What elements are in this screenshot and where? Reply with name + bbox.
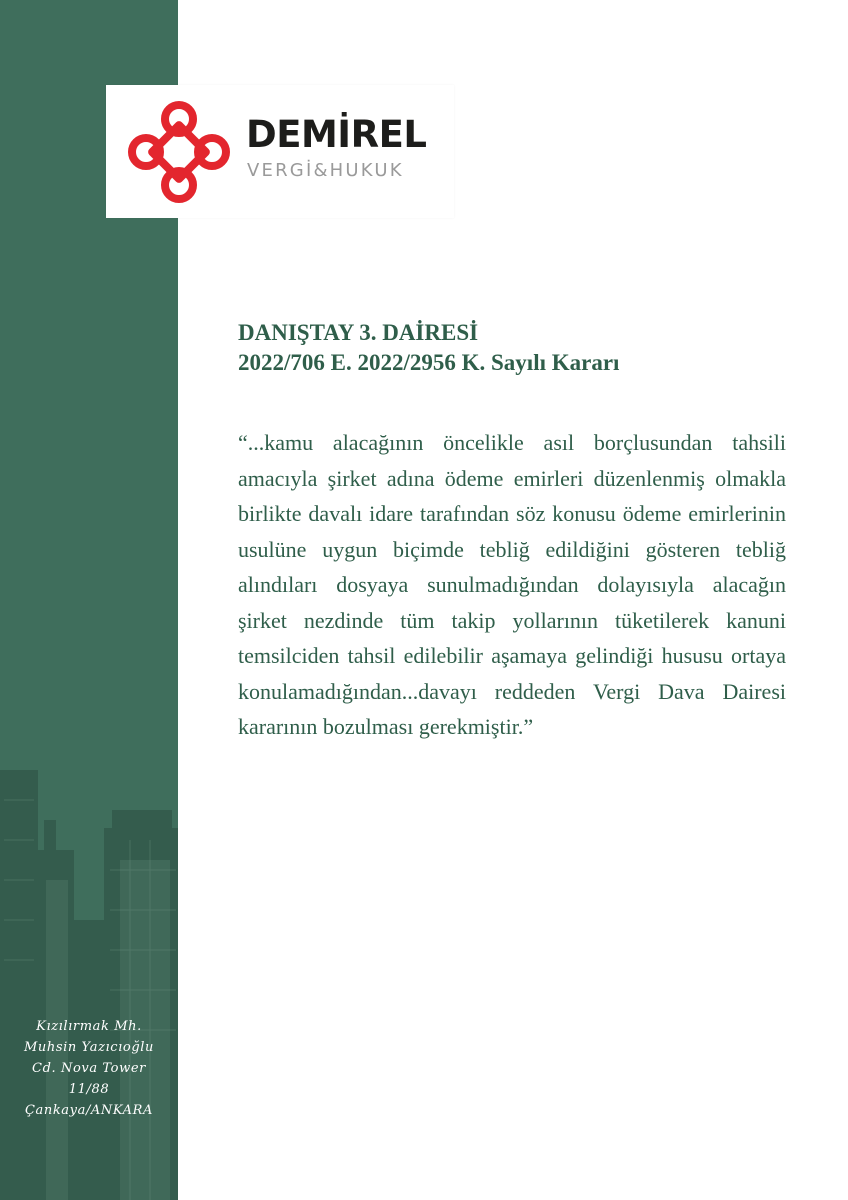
office-address (0, 1016, 178, 1121)
decision-number-heading: 2022/706 E. 2022/2956 K. Sayılı Kararı (238, 350, 620, 375)
address-line: Kızılırmak Mh. (36, 1019, 142, 1034)
address-line: Cd. Nova Tower (32, 1061, 146, 1076)
court-chamber-heading: DANIŞTAY 3. DAİRESİ (238, 320, 479, 345)
brand-name: DEMİREL (246, 113, 427, 156)
brand-subtitle: VERGİ&HUKUK (247, 160, 404, 181)
address-line: 11/88 (68, 1082, 110, 1097)
decision-title (238, 318, 619, 378)
address-line: Muhsin Yazıcıoğlu (23, 1040, 155, 1055)
address-line: Çankaya/ANKARA (24, 1103, 154, 1118)
knot-logo-icon (124, 97, 234, 207)
decision-quote: “...kamu alacağının öncelikle asıl borçlusundan tahsili amacıyla şirket adına ödeme emirleri düzenlenmiş olmakla birlikte davalı idare tarafından söz konusu ödeme emirlerinin usulüne uygun biçimde tebliğ edildiğini gösteren tebliğ alındıları dosyaya sunulmadığından dolayısıyla alacağın şirket nezdinde tüm takip yollarının tüketilerek kanuni temsilciden tahsil edilebilir aşamaya gelindiği hususu ortaya konulamadığından...davayı reddeden Vergi Dava Dairesi kararının bozulması gerekmiştir.” (238, 430, 786, 739)
brand-logo-card (106, 85, 454, 218)
